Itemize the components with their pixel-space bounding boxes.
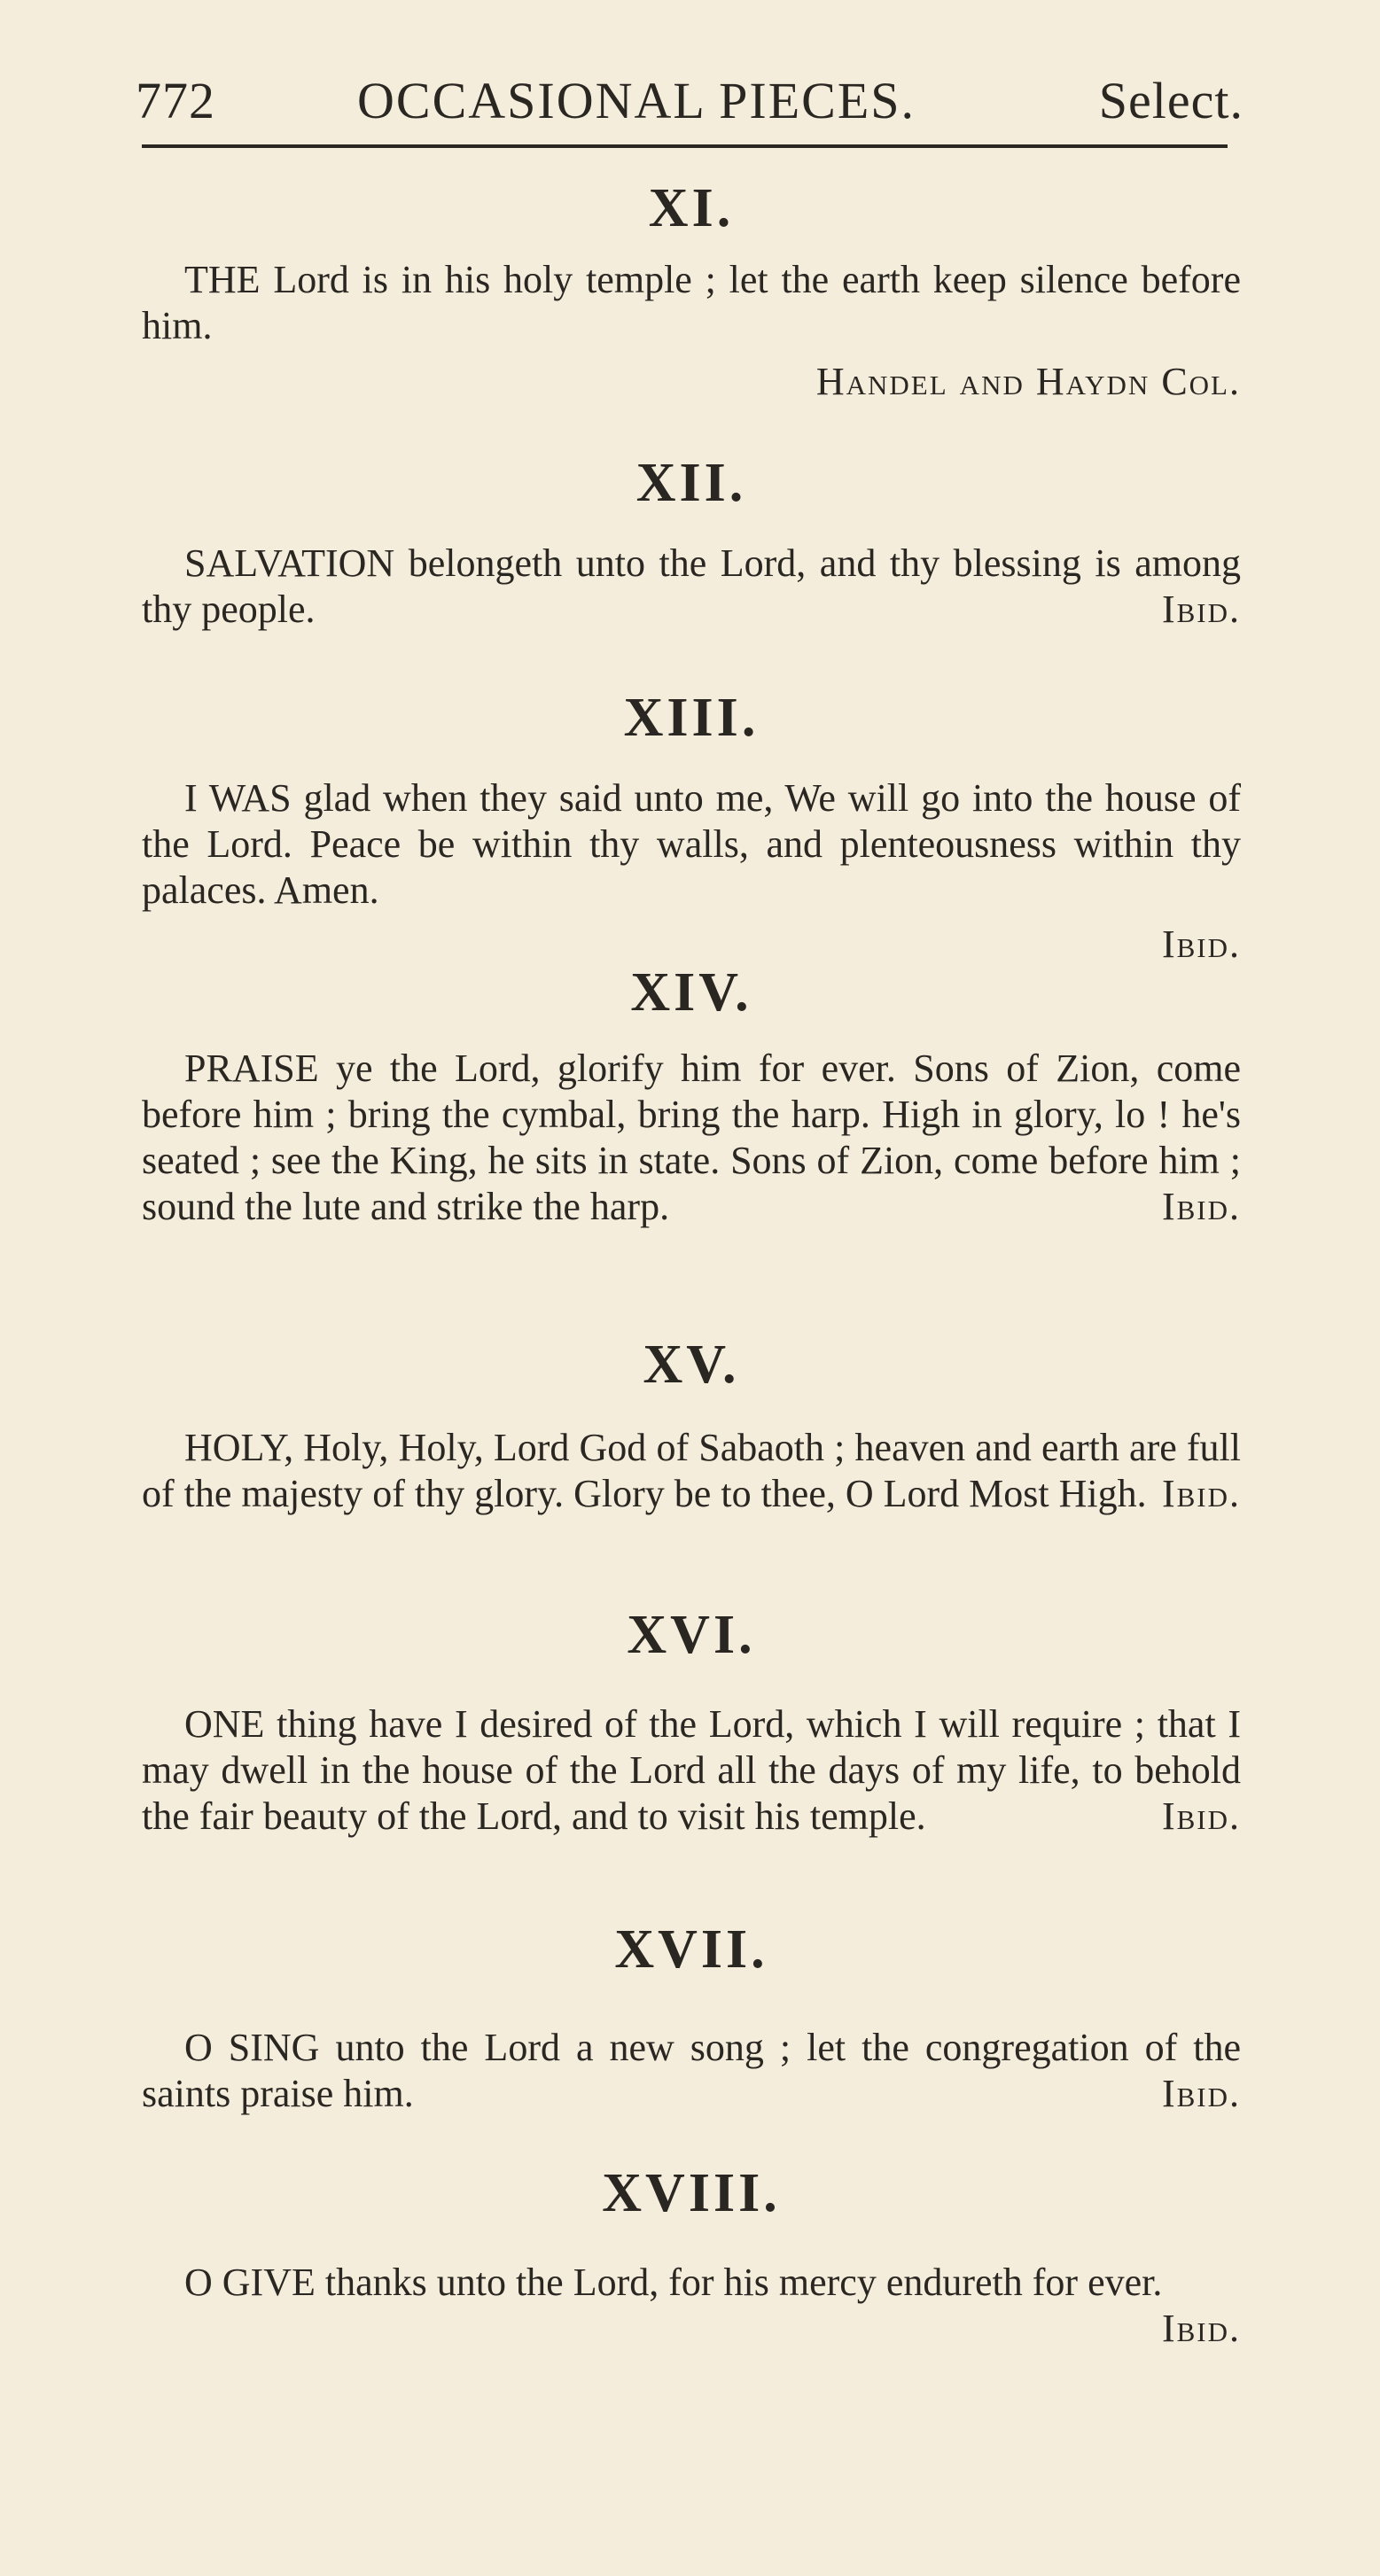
piece-attribution: Ibid. <box>1161 2307 1241 2350</box>
piece-block <box>142 1046 1241 1230</box>
running-title: OCCASIONAL PIECES. <box>357 72 916 129</box>
piece-text: THE Lord is in his holy temple ; let the earth keep silence before him. <box>142 258 1241 347</box>
piece-numeral: XIII. <box>623 688 760 748</box>
piece-text: SALVATION belongeth unto the Lord, and thy blessing is among thy people. <box>142 541 1241 631</box>
piece-attribution: Ibid. <box>1161 1185 1241 1228</box>
piece-numeral: XVI. <box>627 1605 756 1665</box>
running-head <box>131 71 1244 142</box>
piece-block <box>142 1701 1241 1840</box>
piece-numeral: XVIII. <box>602 2163 781 2223</box>
piece-attribution: Ibid. <box>1161 2072 1241 2115</box>
piece-numeral: XII. <box>635 453 747 513</box>
piece-attribution: Ibid. <box>1161 1472 1241 1515</box>
piece-text: PRAISE ye the Lord, glorify him for ever. Sons of Zion, come before him ; bring the cymbal, bring the harp. High in glory, lo ! he's seated ; see the King, he sits in state. Sons of Zion, come before him ; sound the lute and strike the harp. <box>142 1047 1241 1228</box>
piece-text: HOLY, Holy, Holy, Lord God of Sabaoth ; heaven and earth are full of the majesty of thy glory. Glory be to thee, O Lord Most High. <box>142 1426 1241 1515</box>
piece-block <box>142 2260 1241 2352</box>
piece-numeral: XVII. <box>614 1919 768 1980</box>
piece-text: O SING unto the Lord a new song ; let the congregation of the saints praise him. <box>142 2026 1241 2115</box>
page-number: 772 <box>136 72 215 129</box>
piece-attribution: Handel and Haydn Col. <box>815 360 1241 403</box>
piece-text: O GIVE thanks unto the Lord, for his mercy endureth for ever. <box>184 2261 1163 2304</box>
piece-block <box>142 2025 1241 2117</box>
piece-attribution: Ibid. <box>1161 588 1241 631</box>
piece-text: I WAS glad when they said unto me, We will go into the house of the Lord. Peace be within thy walls, and plenteousness within thy palaces. Amen. <box>142 776 1241 912</box>
piece-attribution: Ibid. <box>1161 1794 1241 1838</box>
piece-numeral: XV. <box>643 1335 740 1395</box>
piece-numeral: XI. <box>648 178 735 238</box>
piece-block <box>142 541 1241 633</box>
piece-block <box>142 1425 1241 1517</box>
section-label: Select. <box>1098 72 1244 129</box>
header-rule <box>142 144 1228 148</box>
piece-numeral: XIV. <box>630 962 752 1023</box>
piece-attribution: Ibid. <box>1161 922 1241 966</box>
piece-text: ONE thing have I desired of the Lord, which I will require ; that I may dwell in the house of the Lord all the days of my life, to behold the fair beauty of the Lord, and to visit his temple. <box>142 1702 1241 1838</box>
